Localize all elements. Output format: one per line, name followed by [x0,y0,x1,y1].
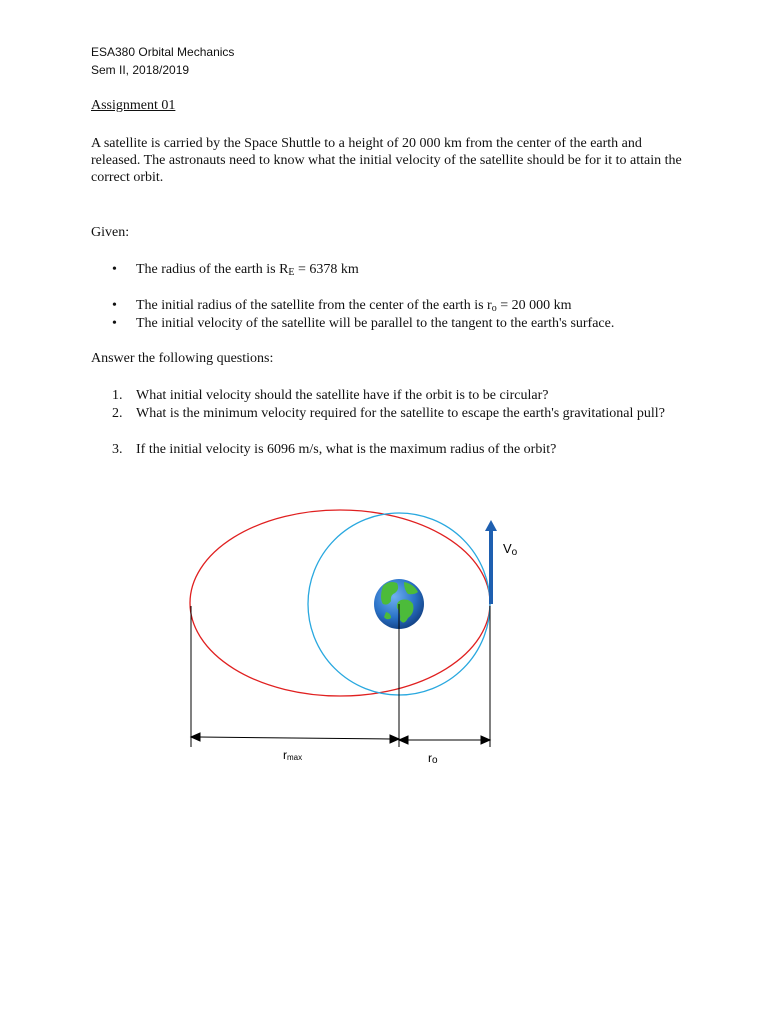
intro-paragraph: A satellite is carried by the Space Shuttle to a height of 20 000 km from the center of the earth and released. The astronauts need to know what the initial velocity of the satellite should be for it to attain the correct orbit. [91,136,682,185]
rmax-dimension-line [191,733,399,743]
given-bullet-text: The radius of the earth is $R_E = 6378$ km [136,262,359,278]
given-bullet-text: The initial radius of the satellite from the center of the earth is $r_o = 20$ 000 km [136,298,572,314]
given-heading: Given: [91,225,130,240]
bullet-dot: • [112,316,117,331]
velocity-label: Vo [503,541,518,558]
given-bullet-text: The initial velocity of the satellite will be parallel to the tangent to the earth's surface. [136,316,615,331]
question-number: 3. [112,442,123,457]
question-text: What initial velocity should the satellite have if the orbit is to be circular? [136,388,549,403]
question-text: If the initial velocity is 6096 m/s, what is the maximum radius of the orbit? [136,442,557,457]
questions-heading: Answer the following questions: [91,351,274,366]
r0-dimension-line [399,736,490,744]
semester-label: Sem II, 2018/2019 [91,63,190,77]
question-number: 1. [112,388,123,403]
velocity-arrow [485,520,497,604]
question-text: What is the minimum velocity required for the satellite to escape the earth's gravitational pull? [136,406,665,421]
course-title: ESA380 Orbital Mechanics [91,45,235,59]
assignment-title: Assignment 01 [91,98,176,113]
rmax-label: rmax [283,748,303,762]
r0-label: ro [428,751,438,766]
elliptical-orbit [190,510,490,696]
question-number: 2. [112,406,123,421]
bullet-dot: • [112,298,117,313]
bullet-dot: • [112,262,117,277]
